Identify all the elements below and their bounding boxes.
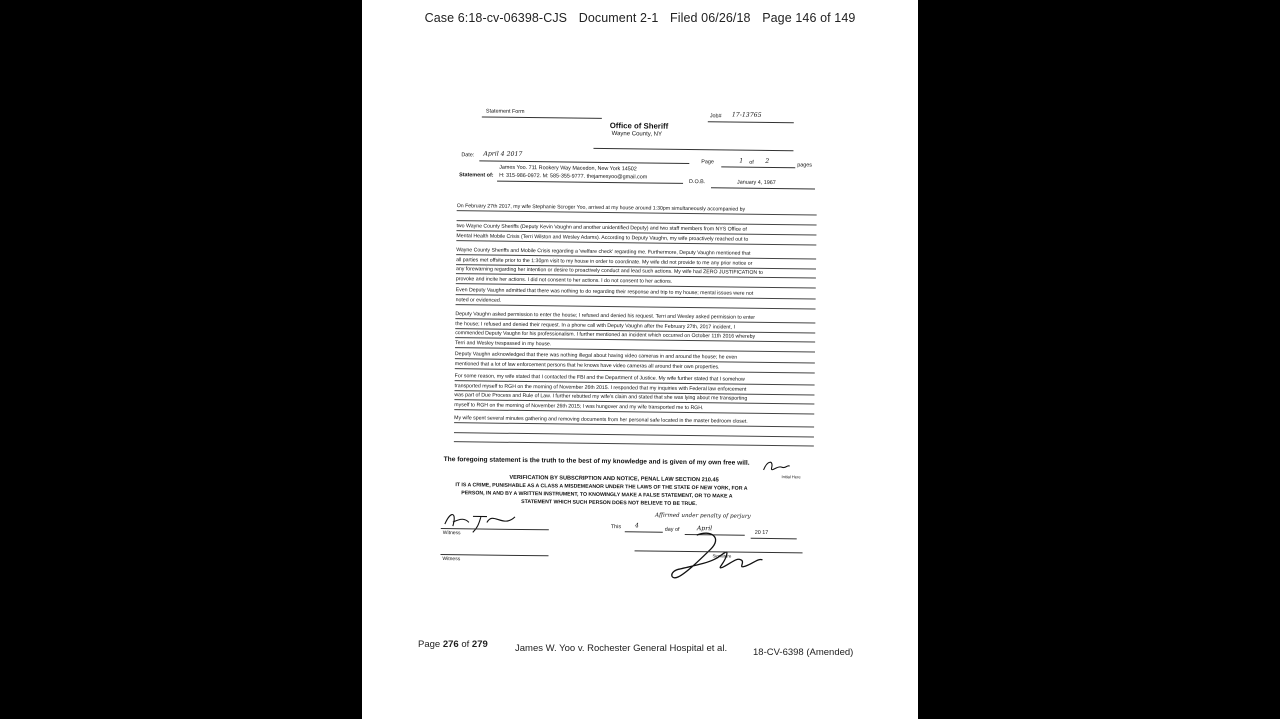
verification-line-3: STATEMENT WHICH SUCH PERSON DOES NOT BELIEVE TO BE TRUE. bbox=[521, 498, 697, 508]
county-name: Wayne County, NY bbox=[611, 131, 663, 138]
statement-of-line2: H: 315-986-0972. M: 585-355-9777. thejamesyoo@gmail.com bbox=[499, 172, 648, 181]
foregoing-statement: The foregoing statement is the truth to the best of my knowledge and is given of my own free will. bbox=[443, 456, 750, 467]
paragraph-7: For some reason, my wife stated that I contacted the FBI and the Department of Justice. My wife further stated that I somehow transported myself to RGH on the morning of November 26th 2015. I responded that my inquiries with Federal law enforcement was part of Due Process and Rule of Law. I further rebutted my wife's claim and stated that she was lying about me transporting myself to RGH on the morning of November 26th 2015; I was hungover and my wife transported me to RGH. bbox=[454, 372, 814, 415]
initials-mark bbox=[762, 460, 792, 474]
verification-title: VERIFICATION BY SUBSCRIPTION AND NOTICE, PENAL LAW SECTION 210.45 bbox=[509, 474, 719, 484]
paragraph-3: Wayne County Sheriffs and Mobile Crisis regarding a 'welfare check' regarding me. Furthermore, Deputy Vaughn mentioned that all parties met offsite prior to the 1:30pm visit to my house in order to coordinate. My wife did not provide to me any prior notice or any forewarning regarding her intention or desire to proactively conduct and lead such actions. My wife had ZERO JUSTIFICATION to provoke and incite her actions. I did not consent to her actions. I do not consent to her actions. bbox=[456, 246, 816, 289]
day-number: 4 bbox=[634, 522, 639, 530]
document-page bbox=[362, 0, 918, 719]
job-value: 17-13765 bbox=[731, 111, 762, 119]
paragraph-5: Deputy Vaughn asked permission to enter the house; I refused and denied his request. Terri and Wesley asked permission to enter the house; I refused and denied their request. In a phone call with Deputy Vaughn after the February 27th, 2017 incident, I commended Deputy Vaughn for his professionalism. I further mentioned an incident which occurred on October 11th 2016 whereby Terri and Wesley trespassed in my house. bbox=[455, 310, 815, 353]
statement-form-label: Statement Form bbox=[485, 108, 525, 115]
date-value: April 4 2017 bbox=[483, 150, 523, 158]
affirmed-label: Affirmed under penalty of perjury bbox=[654, 512, 751, 520]
paragraph-4: Even Deputy Vaughn admitted that there was nothing to do regarding their response and trip to my house; mental issues were not noted or evidenced. bbox=[456, 286, 816, 310]
day-of-label: day of bbox=[664, 526, 680, 533]
verification-line-1: IT IS A CRIME, PUNISHABLE AS A CLASS A MISDEMEANOR UNDER THE LAWS OF THE STATE OF NEW YORK, FOR A bbox=[455, 482, 748, 492]
office-title: Office of Sheriff bbox=[609, 121, 669, 131]
verification-line-2: PERSON, IN AND BY A WRITTEN INSTRUMENT, TO KNOWINGLY MAKE A FALSE STATEMENT, OR TO MAKE A bbox=[461, 490, 733, 500]
page-label: Page bbox=[701, 159, 714, 166]
paragraph-2: two Wayne County Sheriffs (Deputy Kevin Vaughn and another unidentified Deputy) and two staff members from NYS Office of Mental Health Mobile Crisis (Terri Wilston and Wesley Adams). According to Deputy Vaughn, my wife proactively reached out to bbox=[456, 222, 816, 246]
month-value: April bbox=[696, 525, 713, 533]
job-label: Job# bbox=[709, 113, 722, 120]
paragraph-6: Deputy Vaughn acknowledged that there was nothing illegal about having video cameras in and around the house; he even mentioned that a lot of law enforcement persons that he knows have video cameras all around their own properties. bbox=[455, 350, 815, 374]
page-total: 2 bbox=[765, 157, 770, 165]
page-indicator: Page 146 of 149 bbox=[762, 11, 856, 25]
pages-label: pages bbox=[797, 162, 813, 169]
footer-case-title: James W. Yoo v. Rochester General Hospital et al. bbox=[515, 643, 728, 654]
witness-label-2: Witness bbox=[442, 556, 461, 563]
this-label: This bbox=[610, 524, 622, 531]
footer-case-number: 18-CV-6398 (Amended) bbox=[753, 647, 854, 658]
statement-of-line1: James Yoo. 711 Rookery Way Macedon, New York 14502 bbox=[499, 164, 637, 173]
page-number: 1 bbox=[739, 157, 744, 165]
court-filing-header bbox=[362, 11, 918, 25]
statement-of-label: Statement of: bbox=[459, 172, 494, 179]
dob-value: January 4, 1967 bbox=[737, 179, 776, 187]
statement-form bbox=[438, 104, 842, 589]
filed-date: Filed 06/26/18 bbox=[669, 11, 751, 25]
of-label: of bbox=[749, 159, 754, 166]
paragraph-1: On February 27th 2017, my wife Stephanie Scroger Yoo, arrived at my house around 1:30pm simultaneously accompanied by bbox=[457, 202, 817, 226]
year-value: 20 17 bbox=[754, 529, 769, 536]
initial-here-label: Initial Here bbox=[781, 474, 801, 480]
witness-label-1: Witness bbox=[442, 530, 461, 537]
signer-label: Signature bbox=[712, 553, 732, 559]
paragraph-8: My wife spent several minutes gathering and removing documents from her personal safe located in the master bedroom closet. bbox=[454, 414, 814, 447]
footer-page-number: Page 276 of 279 bbox=[418, 639, 488, 650]
dob-label: D.O.B. bbox=[689, 179, 706, 186]
date-label: Date: bbox=[461, 152, 475, 159]
document-number: Document 2-1 bbox=[578, 11, 659, 25]
case-number: Case 6:18-cv-06398-CJS bbox=[424, 11, 568, 25]
